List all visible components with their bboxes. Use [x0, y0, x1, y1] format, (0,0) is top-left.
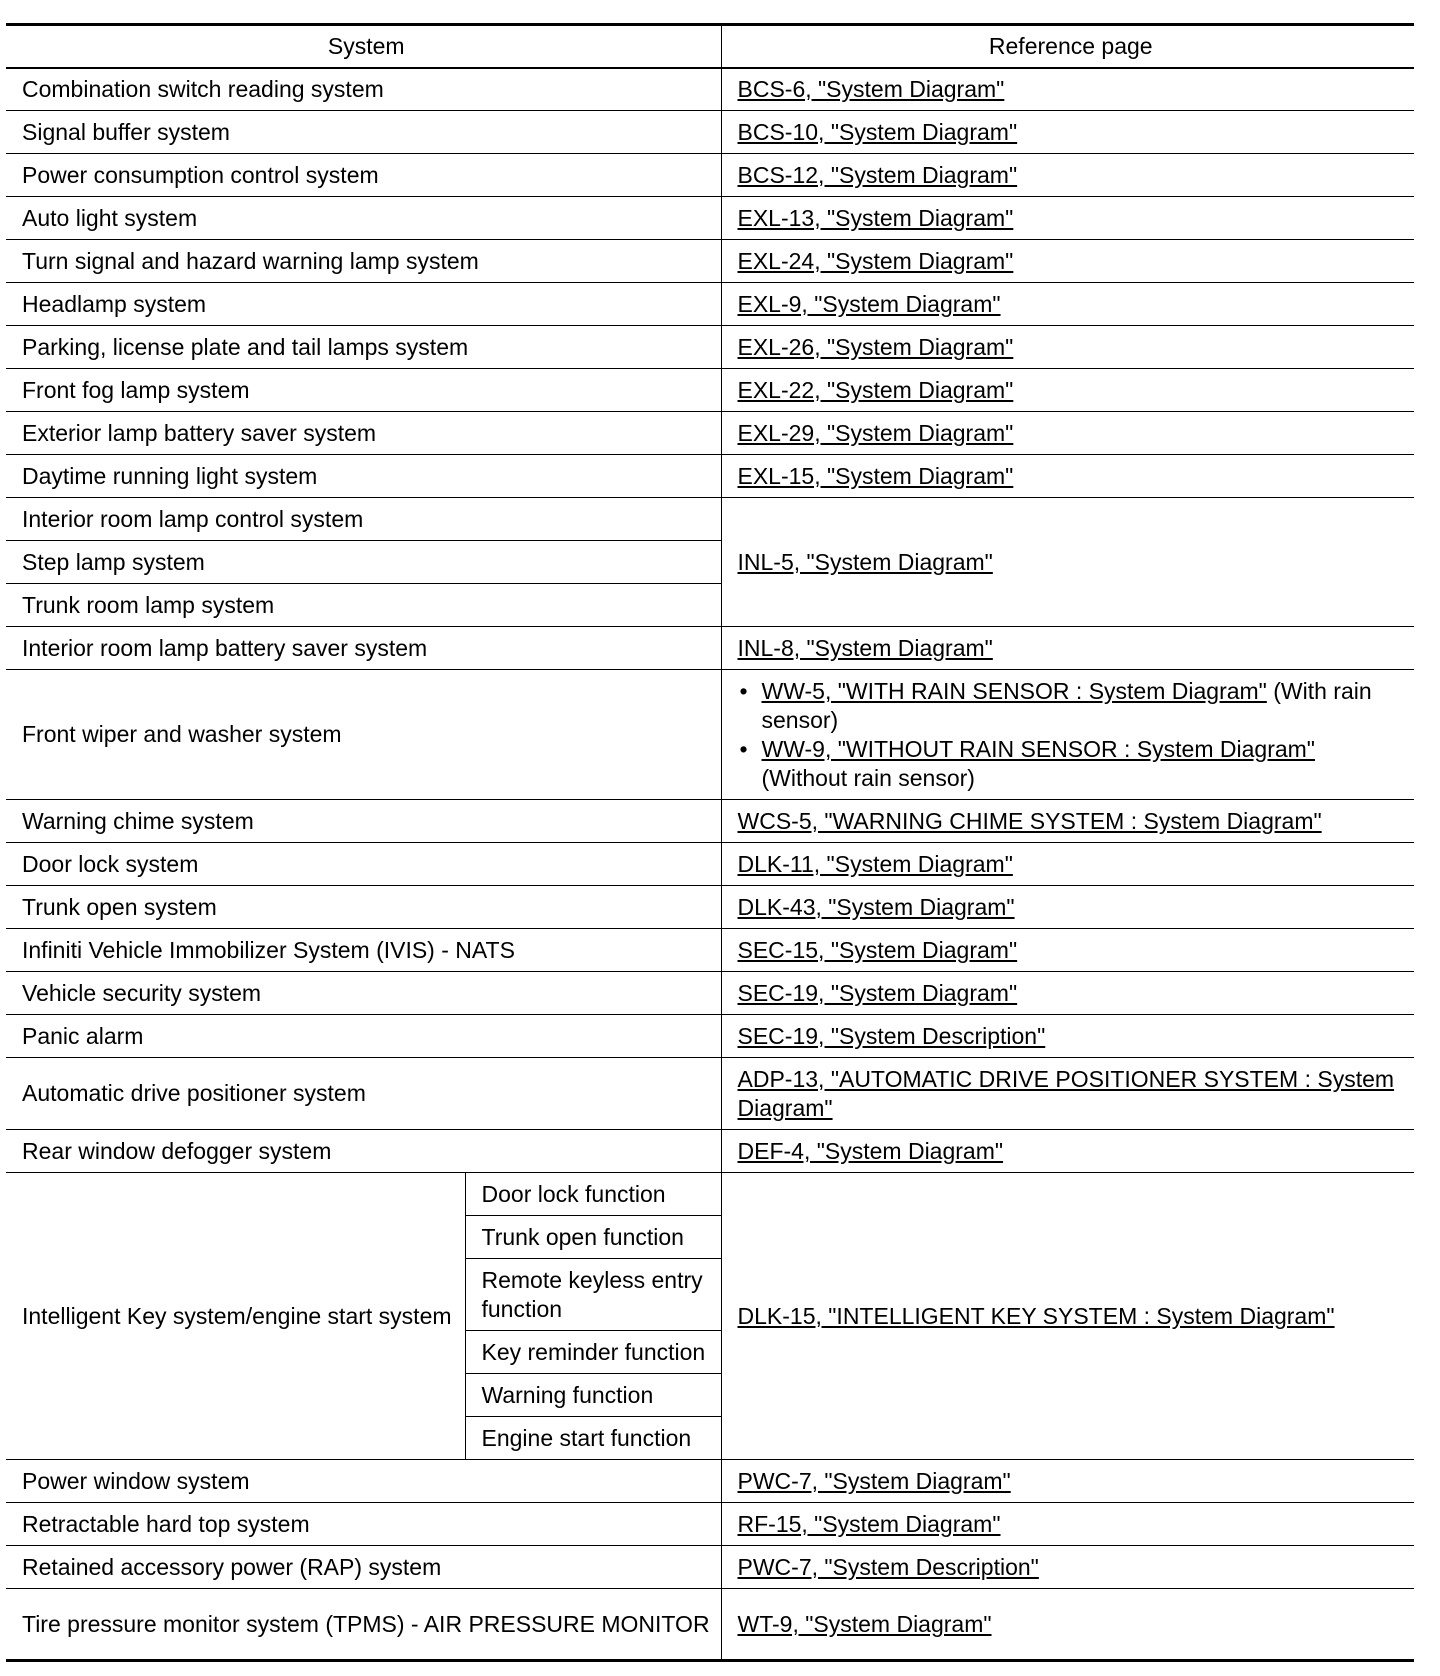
table-row	[6, 326, 1414, 369]
system-cell: Signal buffer system	[6, 111, 721, 154]
reference-cell	[721, 283, 1414, 326]
table-row	[6, 843, 1414, 886]
reference-list-item	[738, 677, 1405, 735]
header-reference-page: Reference page	[721, 25, 1414, 68]
reference-link[interactable]: EXL-24, "System Diagram"	[737, 247, 1014, 274]
system-cell: Headlamp system	[6, 283, 721, 326]
reference-link[interactable]: EXL-13, "System Diagram"	[737, 204, 1014, 231]
reference-link[interactable]: BCS-6, "System Diagram"	[737, 75, 1005, 102]
system-cell: Auto light system	[6, 197, 721, 240]
reference-link[interactable]: ADP-13, "AUTOMATIC DRIVE POSITIONER SYSTEM : System Diagram"	[737, 1065, 1395, 1121]
reference-cell	[721, 1503, 1414, 1546]
system-cell: Retained accessory power (RAP) system	[6, 1546, 721, 1589]
table-row	[6, 800, 1414, 843]
reference-cell	[721, 929, 1414, 972]
reference-link[interactable]: DEF-4, "System Diagram"	[737, 1137, 1004, 1164]
reference-cell	[721, 1173, 1414, 1460]
reference-cell	[721, 111, 1414, 154]
reference-list-item	[738, 735, 1405, 793]
system-cell: Automatic drive positioner system	[6, 1058, 721, 1130]
table-row	[6, 1130, 1414, 1173]
table-row	[6, 929, 1414, 972]
reference-cell	[721, 412, 1414, 455]
system-cell: Front fog lamp system	[6, 369, 721, 412]
system-cell: Interior room lamp control system	[6, 498, 721, 541]
table-row	[6, 197, 1414, 240]
reference-link[interactable]: EXL-15, "System Diagram"	[737, 462, 1014, 489]
table-row	[6, 111, 1414, 154]
system-cell: Trunk open system	[6, 886, 721, 929]
system-cell: Rear window defogger system	[6, 1130, 721, 1173]
reference-cell	[721, 154, 1414, 197]
table-row	[6, 1173, 1414, 1216]
table-row	[6, 627, 1414, 670]
system-cell: Vehicle security system	[6, 972, 721, 1015]
reference-link[interactable]: EXL-9, "System Diagram"	[737, 290, 1001, 317]
reference-list	[738, 677, 1405, 793]
system-cell: Daytime running light system	[6, 455, 721, 498]
reference-link[interactable]: WW-5, "WITH RAIN SENSOR : System Diagram"	[761, 677, 1267, 704]
reference-link[interactable]: WT-9, "System Diagram"	[737, 1610, 992, 1637]
table-row	[6, 1589, 1414, 1661]
function-cell: Warning function	[465, 1374, 721, 1417]
reference-link[interactable]: WCS-5, "WARNING CHIME SYSTEM : System Diagram"	[737, 807, 1322, 834]
reference-cell	[721, 68, 1414, 111]
system-cell: Infiniti Vehicle Immobilizer System (IVIS) - NATS	[6, 929, 721, 972]
reference-cell	[721, 1130, 1414, 1173]
function-cell: Door lock function	[465, 1173, 721, 1216]
system-cell: Parking, license plate and tail lamps system	[6, 326, 721, 369]
system-cell: Trunk room lamp system	[6, 584, 721, 627]
table-row	[6, 455, 1414, 498]
reference-link[interactable]: SEC-19, "System Description"	[737, 1022, 1046, 1049]
reference-link[interactable]: SEC-15, "System Diagram"	[737, 936, 1018, 963]
system-cell: Combination switch reading system	[6, 68, 721, 111]
system-cell: Interior room lamp battery saver system	[6, 627, 721, 670]
table-row	[6, 68, 1414, 111]
reference-cell	[721, 627, 1414, 670]
function-cell: Trunk open function	[465, 1216, 721, 1259]
table-row	[6, 412, 1414, 455]
reference-link[interactable]: RF-15, "System Diagram"	[737, 1510, 1001, 1537]
table-row	[6, 1546, 1414, 1589]
reference-cell	[721, 972, 1414, 1015]
reference-link[interactable]: INL-5, "System Diagram"	[737, 548, 993, 575]
reference-link[interactable]: DLK-11, "System Diagram"	[737, 850, 1013, 877]
function-cell: Engine start function	[465, 1417, 721, 1460]
reference-cell	[721, 240, 1414, 283]
table-row	[6, 498, 1414, 541]
system-cell: Warning chime system	[6, 800, 721, 843]
reference-link[interactable]: EXL-29, "System Diagram"	[737, 419, 1014, 446]
reference-cell	[721, 886, 1414, 929]
reference-cell	[721, 197, 1414, 240]
reference-link[interactable]: INL-8, "System Diagram"	[737, 634, 993, 661]
table-row	[6, 283, 1414, 326]
table-header-row	[6, 25, 1414, 68]
reference-cell	[721, 1460, 1414, 1503]
system-cell: Power window system	[6, 1460, 721, 1503]
function-cell: Key reminder function	[465, 1331, 721, 1374]
reference-note: (Without rain sensor)	[761, 764, 975, 791]
table-row	[6, 1015, 1414, 1058]
reference-cell	[721, 369, 1414, 412]
system-cell: Door lock system	[6, 843, 721, 886]
reference-link[interactable]: BCS-10, "System Diagram"	[737, 118, 1018, 145]
reference-link[interactable]: BCS-12, "System Diagram"	[737, 161, 1018, 188]
reference-note: (With rain sensor)	[761, 677, 1372, 733]
table-row	[6, 1503, 1414, 1546]
table-row	[6, 670, 1414, 800]
reference-cell	[721, 800, 1414, 843]
header-system: System	[6, 25, 721, 68]
table-row	[6, 972, 1414, 1015]
function-cell: Remote keyless entry function	[465, 1259, 721, 1331]
reference-link[interactable]: PWC-7, "System Diagram"	[737, 1467, 1011, 1494]
reference-cell	[721, 1589, 1414, 1661]
reference-cell	[721, 326, 1414, 369]
reference-cell	[721, 1015, 1414, 1058]
reference-cell	[721, 498, 1414, 627]
reference-link[interactable]: WW-9, "WITHOUT RAIN SENSOR : System Diagram"	[761, 735, 1315, 762]
reference-cell	[721, 843, 1414, 886]
system-cell: Retractable hard top system	[6, 1503, 721, 1546]
reference-link[interactable]: SEC-19, "System Diagram"	[737, 979, 1018, 1006]
table-row	[6, 240, 1414, 283]
table-row	[6, 369, 1414, 412]
reference-link[interactable]: EXL-22, "System Diagram"	[737, 376, 1014, 403]
reference-cell	[721, 670, 1414, 800]
table-row	[6, 1058, 1414, 1130]
reference-cell	[721, 1058, 1414, 1130]
system-cell: Turn signal and hazard warning lamp system	[6, 240, 721, 283]
reference-cell	[721, 1546, 1414, 1589]
reference-table	[6, 23, 1414, 1662]
system-cell: Exterior lamp battery saver system	[6, 412, 721, 455]
reference-link[interactable]: DLK-43, "System Diagram"	[737, 893, 1015, 920]
reference-link[interactable]: PWC-7, "System Description"	[737, 1553, 1039, 1580]
system-cell: Tire pressure monitor system (TPMS) - AIR PRESSURE MONITOR	[6, 1589, 721, 1661]
system-cell: Panic alarm	[6, 1015, 721, 1058]
system-cell: Front wiper and washer system	[6, 670, 721, 800]
reference-cell	[721, 455, 1414, 498]
table-row	[6, 886, 1414, 929]
table-row	[6, 154, 1414, 197]
system-cell: Power consumption control system	[6, 154, 721, 197]
table-row	[6, 1460, 1414, 1503]
reference-link[interactable]: DLK-15, "INTELLIGENT KEY SYSTEM : System Diagram"	[737, 1302, 1335, 1329]
reference-link[interactable]: EXL-26, "System Diagram"	[737, 333, 1014, 360]
system-cell: Intelligent Key system/engine start system	[6, 1173, 465, 1460]
system-cell: Step lamp system	[6, 541, 721, 584]
